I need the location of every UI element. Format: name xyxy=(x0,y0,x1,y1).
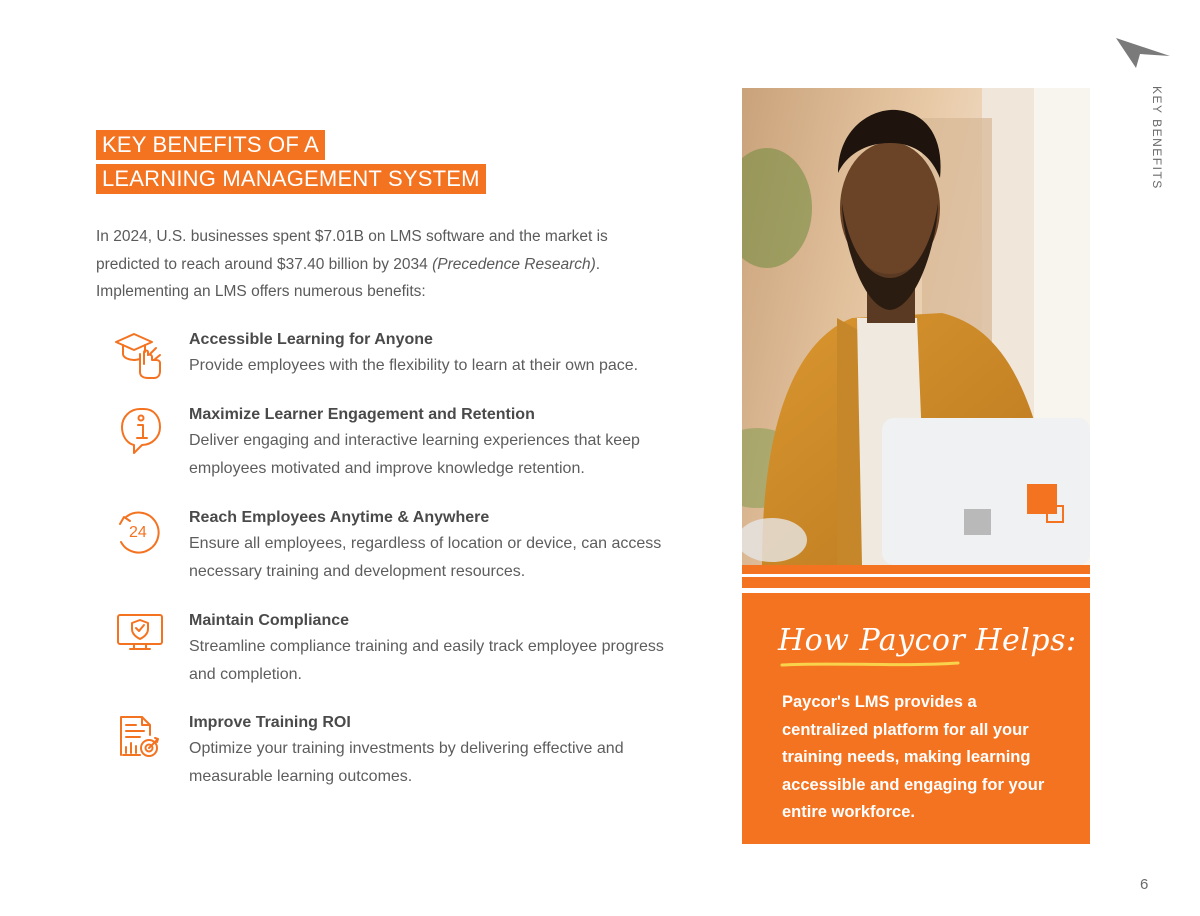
benefit-description: Provide employees with the flexibility to learn at their own pace. xyxy=(189,357,639,374)
intro-line-2-text: predicted to reach around $37.40 billion by 2034 xyxy=(96,255,433,273)
title-line-1: KEY BENEFITS OF A xyxy=(96,130,325,160)
intro-line-2 xyxy=(96,251,656,279)
benefit-title: Maximize Learner Engagement and Retention xyxy=(189,406,535,423)
benefit-title: Improve Training ROI xyxy=(189,714,351,731)
intro-paragraph xyxy=(96,223,656,306)
title-line-2: LEARNING MANAGEMENT SYSTEM xyxy=(96,164,486,194)
help-title: How Paycor Helps: xyxy=(778,623,1077,658)
info-bubble-icon xyxy=(110,403,166,459)
intro-citation: (Precedence Research) xyxy=(432,255,596,273)
benefit-title: Maintain Compliance xyxy=(189,612,350,629)
clock-24-label: 24 xyxy=(129,524,147,541)
benefit-description: Streamline compliance training and easily track employee progress and completion. xyxy=(189,638,664,683)
page-number: 6 xyxy=(1140,876,1149,893)
accent-stripe xyxy=(742,577,1090,588)
benefit-description: Deliver engaging and interactive learning experiences that keep employees motivated and improve knowledge retention. xyxy=(189,432,640,477)
shield-monitor-icon xyxy=(110,609,166,665)
how-paycor-helps-panel xyxy=(742,593,1090,844)
benefit-title: Accessible Learning for Anyone xyxy=(189,331,433,348)
side-section-label: KEY BENEFITS xyxy=(1150,86,1164,190)
intro-line-3: Implementing an LMS offers numerous benefits: xyxy=(96,283,426,300)
graduation-cap-hand-icon xyxy=(110,328,166,384)
intro-line-2-suffix: . xyxy=(595,255,601,273)
benefit-description: Ensure all employees, regardless of location or device, can access necessary training and development resources. xyxy=(189,535,662,580)
intro-line-1: In 2024, U.S. businesses spent $7.01B on LMS software and the market is xyxy=(96,228,608,245)
help-text: Paycor's LMS provides a centralized platform for all your training needs, making learning accessible and engaging for your entire workforce. xyxy=(782,693,1045,821)
employee-laptop-photo xyxy=(742,88,1090,565)
benefit-title: Reach Employees Anytime & Anywhere xyxy=(189,509,490,526)
report-target-icon xyxy=(110,711,166,767)
benefit-description: Optimize your training investments by delivering effective and measurable learning outcomes. xyxy=(189,740,624,785)
page-title xyxy=(96,130,486,194)
paycor-logo-icon xyxy=(1114,36,1172,70)
help-title-underline xyxy=(780,661,960,667)
accent-stripe xyxy=(742,565,1090,574)
clock-24-icon xyxy=(110,506,166,562)
